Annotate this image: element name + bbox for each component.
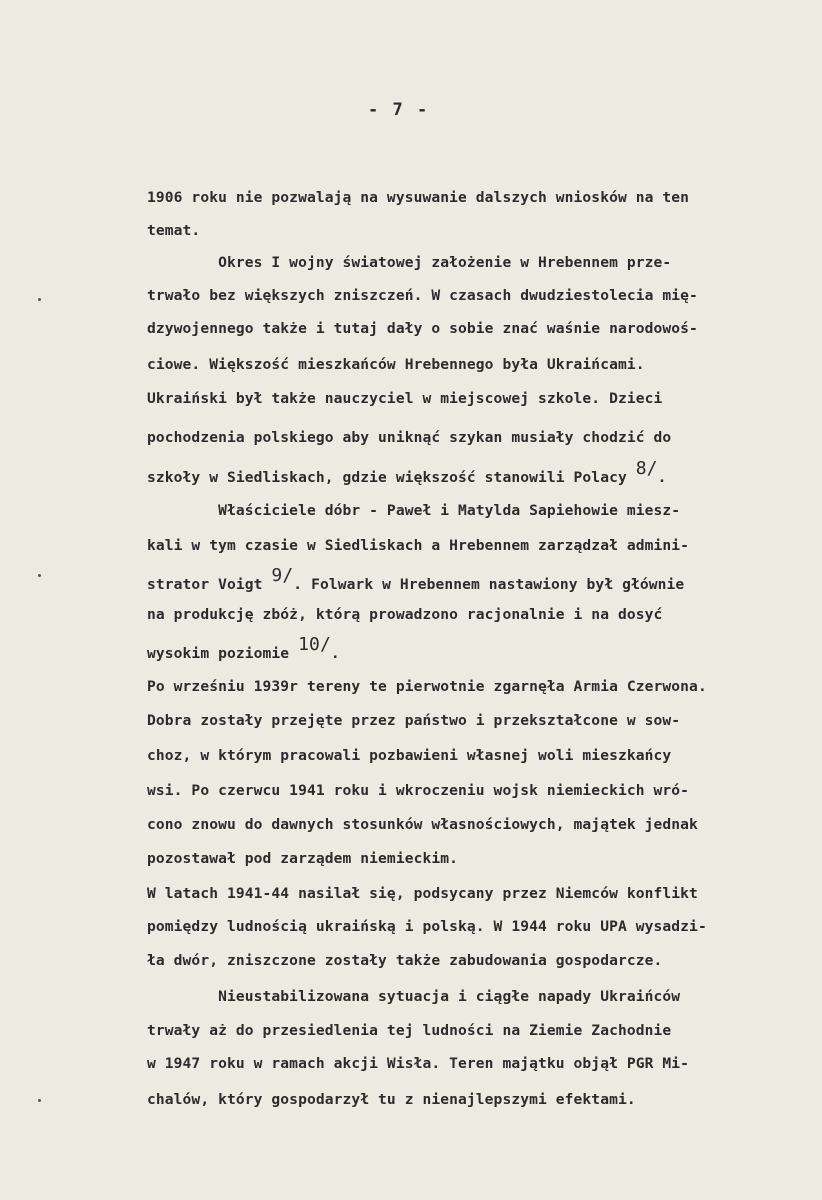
text-line — [147, 565, 685, 594]
line-text: trwało bez większych zniszczeń. W czasach dwudziestolecia mię- — [147, 287, 698, 304]
text-line — [147, 502, 680, 519]
footnote-ref: 8/ — [635, 458, 658, 479]
line-text: Ukraiński był także nauczyciel w miejscowej szkole. Dzieci — [147, 390, 663, 407]
line-text: szkoły w Siedliskach, gdzie większość stanowili Polacy — [147, 469, 636, 486]
line-text: Okres I wojny światowej założenie w Hrebennem prze- — [147, 254, 672, 271]
line-text: trwały aż do przesiedlenia tej ludności na Ziemie Zachodnie — [147, 1022, 672, 1039]
text-line — [147, 850, 458, 867]
line-text: choz, w którym pracowali pozbawieni własnej woli mieszkańcy — [147, 747, 672, 764]
margin-mark — [38, 298, 41, 301]
text-line — [147, 988, 680, 1005]
line-text: Dobra zostały przejęte przez państwo i przekształcone w sow- — [147, 712, 681, 729]
text-line — [147, 429, 671, 446]
line-text: ciowe. Większość mieszkańców Hrebennego była Ukraińcami. — [147, 356, 645, 373]
line-text-continued: . Folwark w Hrebennem nastawiony był głównie — [293, 576, 685, 593]
text-line — [147, 1055, 689, 1072]
line-text: Nieustabilizowana sytuacja i ciągłe napady Ukraińców — [147, 988, 681, 1005]
line-text: kali w tym czasie w Siedliskach a Hrebennem zarządzał admini- — [147, 537, 690, 554]
text-line — [147, 678, 707, 695]
page-number: - 7 - — [368, 100, 430, 120]
line-text: W latach 1941-44 nasilał się, podsycany przez Niemców konflikt — [147, 885, 698, 902]
line-text: dzywojennego także i tutaj dały o sobie znać waśnie narodowoś- — [147, 320, 698, 337]
text-line — [147, 634, 340, 663]
line-text: cono znowu do dawnych stosunków własnościowych, majątek jednak — [147, 816, 698, 833]
text-line — [147, 606, 662, 623]
margin-mark — [38, 1099, 41, 1102]
line-text: temat. — [147, 222, 201, 239]
line-text-continued: . — [657, 469, 667, 486]
text-line — [147, 458, 667, 487]
text-line — [147, 189, 689, 206]
line-text: pozostawał pod zarządem niemieckim. — [147, 850, 459, 867]
text-line — [147, 1022, 671, 1039]
text-line — [147, 320, 698, 337]
line-text: Właściciele dóbr - Paweł i Matylda Sapiehowie miesz- — [147, 502, 681, 519]
text-line — [147, 918, 707, 935]
line-text: na produkcję zbóż, którą prowadzono racjonalnie i na dosyć — [147, 606, 663, 623]
text-line — [147, 222, 200, 239]
margin-mark — [38, 574, 41, 577]
text-line — [147, 390, 662, 407]
line-text-continued: . — [330, 645, 340, 662]
text-line — [147, 712, 680, 729]
text-line — [147, 537, 689, 554]
line-text: w 1947 roku w ramach akcji Wisła. Teren majątku objął PGR Mi- — [147, 1055, 690, 1072]
text-line — [147, 816, 698, 833]
text-line — [147, 952, 662, 969]
text-line — [147, 747, 671, 764]
text-line — [147, 356, 645, 373]
line-text: pomiędzy ludnością ukraińską i polską. W 1944 roku UPA wysadzi- — [147, 918, 707, 935]
line-text: chalów, który gospodarzył tu z nienajlepszymi efektami. — [147, 1091, 636, 1108]
line-text: wysokim poziomie — [147, 645, 299, 662]
text-line — [147, 782, 689, 799]
line-text: strator Voigt — [147, 576, 272, 593]
line-text: pochodzenia polskiego aby uniknąć szykan musiały chodzić do — [147, 429, 672, 446]
text-line — [147, 287, 698, 304]
footnote-ref: 10/ — [298, 634, 331, 655]
line-text: ła dwór, zniszczone zostały także zabudowania gospodarcze. — [147, 952, 663, 969]
text-line — [147, 254, 671, 271]
text-line — [147, 1091, 636, 1108]
text-line — [147, 885, 698, 902]
footnote-ref: 9/ — [271, 565, 294, 586]
line-text: 1906 roku nie pozwalają na wysuwanie dalszych wniosków na ten — [147, 189, 690, 206]
line-text: Po wrześniu 1939r tereny te pierwotnie zgarnęła Armia Czerwona. — [147, 678, 707, 695]
line-text: wsi. Po czerwcu 1941 roku i wkroczeniu wojsk niemieckich wró- — [147, 782, 690, 799]
